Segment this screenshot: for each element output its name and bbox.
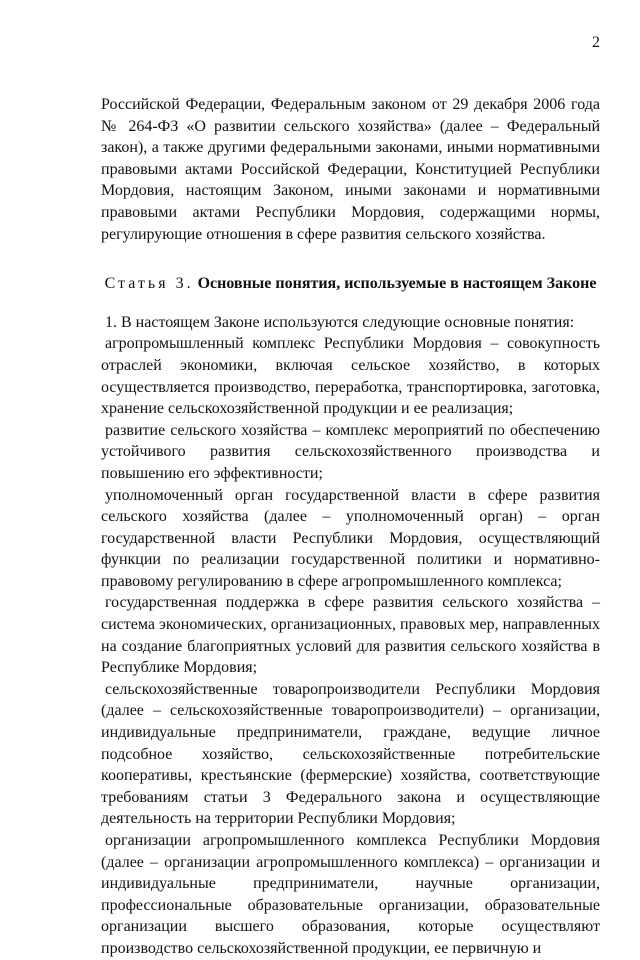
article-title: Основные понятия, используемые в настоящем Законе	[197, 275, 597, 293]
paragraph-authorized-body: уполномоченный орган государственной власти в сфере развития сельского хозяйства (далее – уполномоченный орган) – орган государственной власти Республики Мордовия, осуществляющий функции по реализации государственной политики и нормативно-правовому регулированию в сфере агропромышленного комплекса;	[101, 486, 600, 590]
paragraph-definitions-intro: 1. В настоящем Законе используются следующие основные понятия:	[105, 313, 575, 331]
paragraph-agriculture-development: развитие сельского хозяйства – комплекс мероприятий по обеспечению устойчивого развития сельскохозяйственного производства и повышению его эффективности;	[101, 421, 600, 482]
paragraph-agro-complex: агропромышленный комплекс Республики Мордовия – совокупность отраслей экономики, включая сельское хозяйство, в которых осуществляется производство, переработка, транспортировка, заготовка, хранение сельскохозяйственной продукции и ее реализация;	[101, 335, 600, 418]
paragraph-producers: сельскохозяйственные товаропроизводители Республики Мордовия (далее – сельскохозяйственные товаропроизводители) – организации, индивидуальные предприниматели, граждане, ведущие личное подсобное хозяйство, сельскохозяйственные потребительские кооперативы, крестьянские (фермерские) хозяйства, соответствующие требованиям статьи 3 Федерального закона и осуществляющие деятельность на территории Республики Мордовия;	[101, 680, 600, 828]
paragraph-agro-organizations: организации агропромышленного комплекса Республики Мордовия (далее – организации агропромышленного комплекса) – организации и индивидуальные предприниматели, научные организации, профессиональные образовательные организации, образовательные организации высшего образования, которые осуществляют производство сельскохозяйственной продукции, ее первичную и	[101, 832, 600, 957]
paragraph-state-support: государственная поддержка в сфере развития сельского хозяйства – система экономических, организационных, правовых мер, направленных на создание благоприятных условий для развития сельского хозяйства в Республике Мордовия;	[101, 594, 601, 677]
intro-paragraph: Российской Федерации, Федеральным законом от 29 декабря 2006 года № 264-ФЗ «О развитии сельского хозяйства» (далее – Федеральный закон), а также другими федеральными законами, иными нормативными правовыми актами Российской Федерации, Конституцией Республики Мордовия, настоящим Законом, иными законами и нормативными правовыми актами Республики Мордовия, содержащими нормы, регулирующие отношения в сфере развития сельского хозяйства.	[101, 96, 600, 243]
article-heading	[101, 273, 600, 295]
page-number: 2	[592, 34, 600, 51]
document-body	[101, 94, 600, 960]
article-label: Статья 3.	[104, 275, 194, 293]
